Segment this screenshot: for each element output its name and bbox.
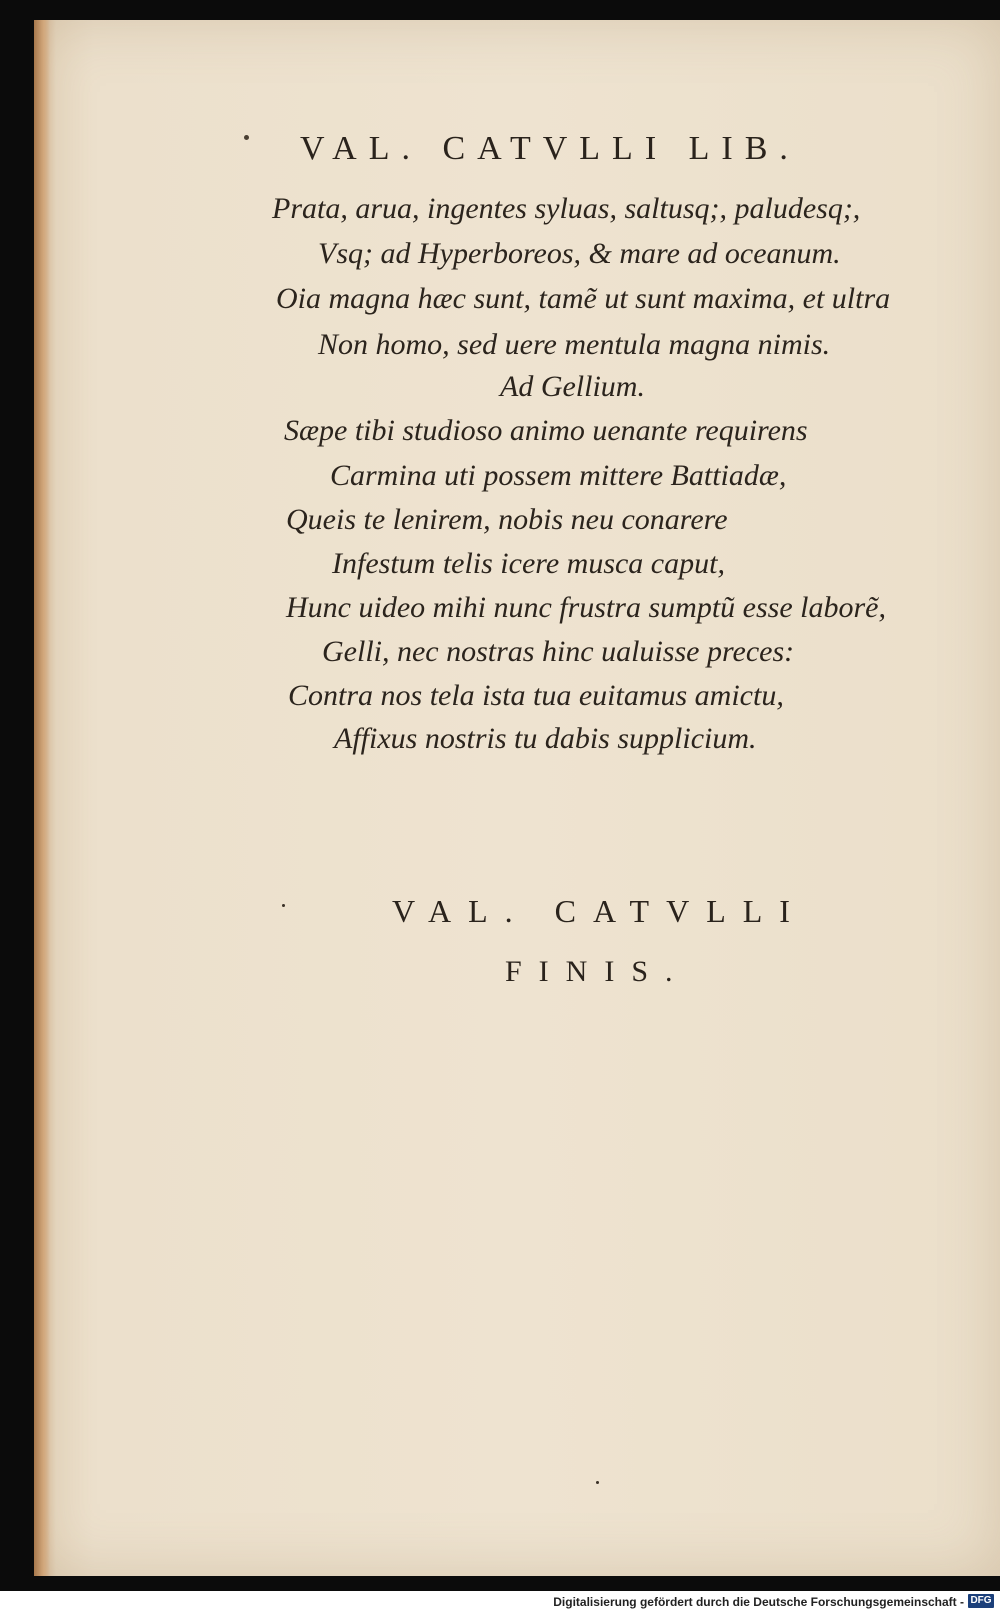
show-through-1 <box>330 800 337 830</box>
verse-line-3: Oia magna hæc sunt, tamẽ ut sunt maxima, et ultra <box>276 282 891 315</box>
verse-line-2: Vsq; ad Hyperboreos, & mare ad oceanum. <box>318 237 841 270</box>
poem-line-7: Contra nos tela ista tua euitamus amictu, <box>288 679 784 712</box>
poem-heading: Ad Gellium. <box>500 370 645 403</box>
poem-line-8: Affixus nostris tu dabis supplicium. <box>334 722 757 755</box>
poem-line-5: Hunc uideo mihi nunc frustra sumptũ esse laborẽ, <box>286 591 886 624</box>
verse-line-1: Prata, arua, ingentes syluas, saltusq;, paludesq;, <box>272 192 861 225</box>
colophon-author: VAL. CATVLLI <box>392 893 807 929</box>
poem-line-1: Sæpe tibi studioso animo uenante requirens <box>284 414 808 447</box>
verse-line-4: Non homo, sed uere mentula magna nimis. <box>318 328 831 361</box>
ink-speck <box>596 1481 599 1484</box>
poem-line-2: Carmina uti possem mittere Battiadæ, <box>330 459 787 492</box>
poem-line-4: Infestum telis icere musca caput, <box>332 547 725 580</box>
footer-credit: Digitalisierung gefördert durch die Deutsche Forschungsgemeinschaft - <box>553 1595 964 1609</box>
page-edge <box>34 20 50 1576</box>
dfg-logo-icon: DFG <box>968 1594 994 1608</box>
poem-line-6: Gelli, nec nostras hinc ualuisse preces: <box>322 635 795 668</box>
ink-speck <box>282 904 285 907</box>
colophon-finis: FINIS. <box>505 955 690 988</box>
running-head: VAL. CATVLLI LIB. <box>300 130 800 167</box>
ink-speck <box>244 135 249 140</box>
poem-line-3: Queis te lenirem, nobis neu conarere <box>286 503 728 536</box>
